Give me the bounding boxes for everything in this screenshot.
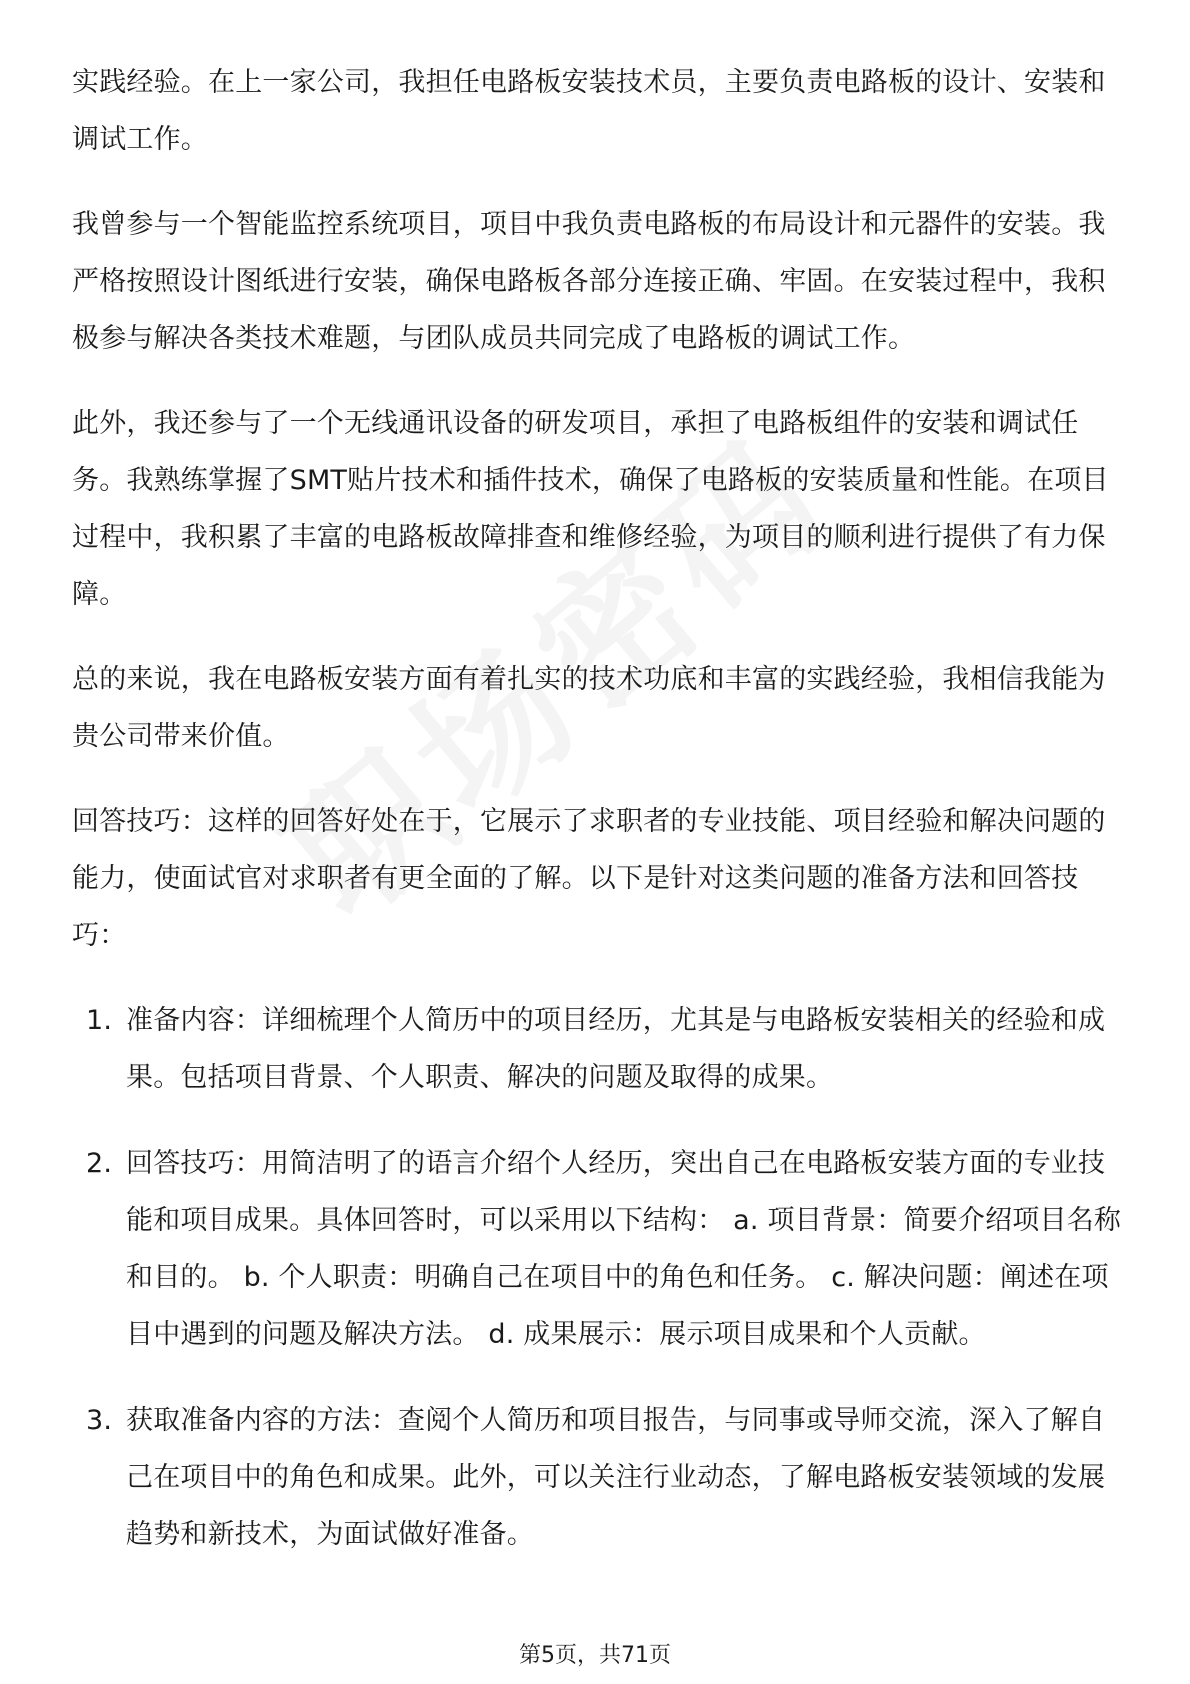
page-number: 第5页，共71页 xyxy=(519,1643,671,1668)
list-item-number: 2. xyxy=(86,1148,113,1179)
list-item-number: 3. xyxy=(86,1405,113,1436)
list-item xyxy=(72,1392,1122,1563)
document-body xyxy=(72,54,1122,1592)
tips-list xyxy=(72,992,1122,1563)
list-item-text: 准备内容：详细梳理个人简历中的项目经历，尤其是与电路板安装相关的经验和成果。包括项目背景、个人职责、解决的问题及取得的成果。 xyxy=(126,1005,1106,1093)
list-item xyxy=(72,992,1122,1106)
page-footer xyxy=(0,1638,1190,1669)
paragraph-summary: 总的来说，我在电路板安装方面有着扎实的技术功底和丰富的实践经验，我相信我能为贵公司带来价值。 xyxy=(72,664,1106,752)
paragraph-monitoring-project: 我曾参与一个智能监控系统项目，项目中我负责电路板的布局设计和元器件的安装。我严格按照设计图纸进行安装，确保电路板各部分连接正确、牢固。在安装过程中，我积极参与解决各类技术难题，与团队成员共同完成了电路板的调试工作。 xyxy=(72,209,1106,354)
paragraph-answer-tips: 回答技巧：这样的回答好处在于，它展示了求职者的专业技能、项目经验和解决问题的能力，使面试官对求职者有更全面的了解。以下是针对这类问题的准备方法和回答技巧： xyxy=(72,806,1106,951)
paragraph-experience-intro: 实践经验。在上一家公司，我担任电路板安装技术员，主要负责电路板的设计、安装和调试工作。 xyxy=(72,67,1106,155)
list-item-text: 获取准备内容的方法：查阅个人简历和项目报告，与同事或导师交流，深入了解自己在项目中的角色和成果。此外，可以关注行业动态，了解电路板安装领域的发展趋势和新技术，为面试做好准备。 xyxy=(126,1405,1106,1550)
list-item xyxy=(72,1135,1122,1363)
list-item-number: 1. xyxy=(86,1005,113,1036)
paragraph-wireless-project: 此外，我还参与了一个无线通讯设备的研发项目，承担了电路板组件的安装和调试任务。我熟练掌握了SMT贴片技术和插件技术，确保了电路板的安装质量和性能。在项目过程中，我积累了丰富的电路板故障排查和维修经验，为项目的顺利进行提供了有力保障。 xyxy=(72,408,1109,610)
list-item-text: 回答技巧：用简洁明了的语言介绍个人经历，突出自己在电路板安装方面的专业技能和项目成果。具体回答时，可以采用以下结构： a. 项目背景：简要介绍项目名称和目的。 b. 个人职责：明确自己在项目中的角色和任务。 c. 解决问题：阐述在项目中遇到的问题及解决方法。 d. 成果展示：展示项目成果和个人贡献。 xyxy=(126,1148,1122,1350)
